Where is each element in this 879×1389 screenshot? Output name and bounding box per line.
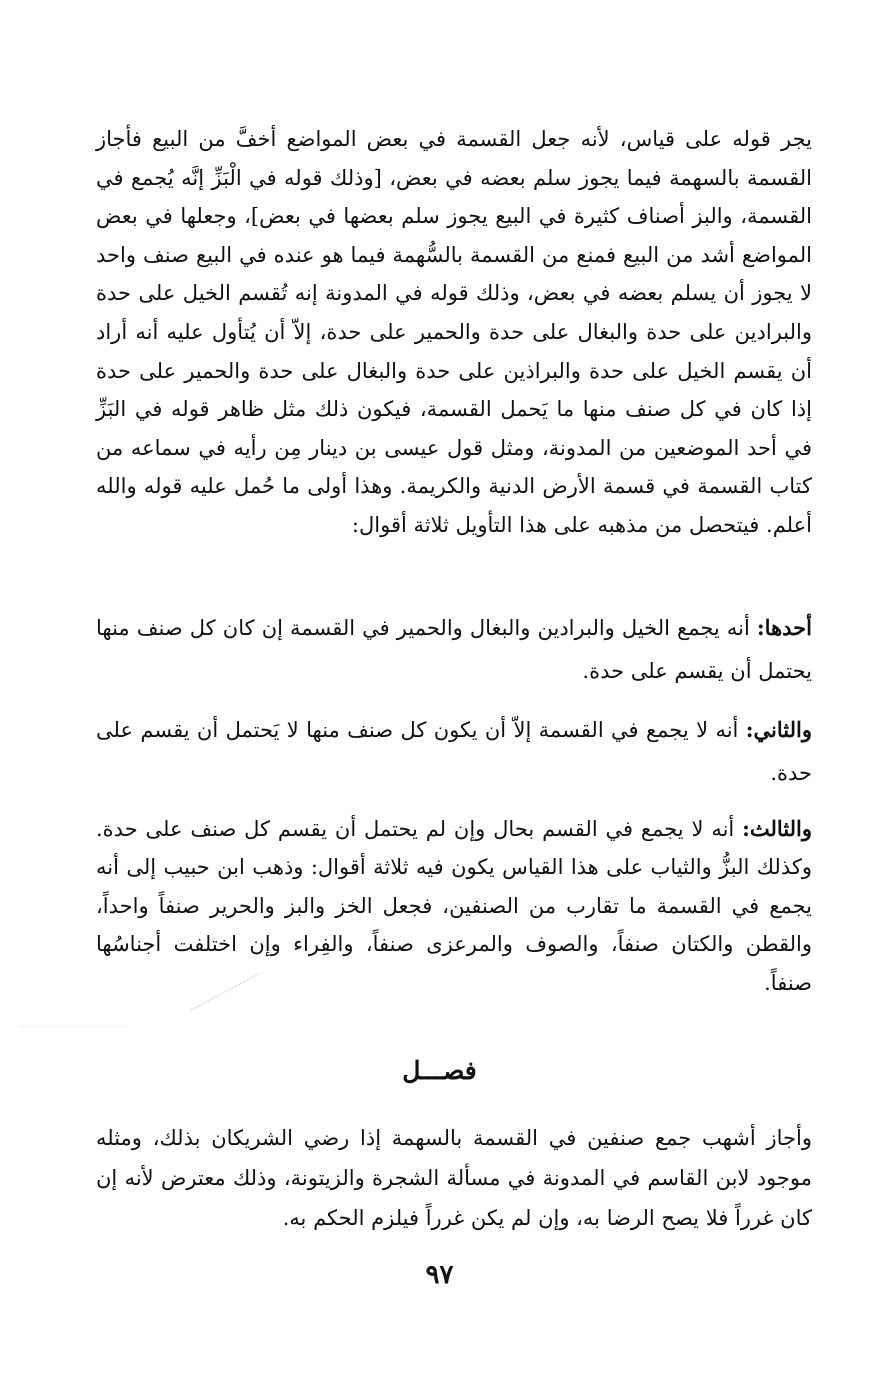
opinion-first bbox=[96, 606, 812, 693]
scan-artifact-dots bbox=[20, 1026, 130, 1027]
opinion-third bbox=[96, 810, 812, 1002]
opinion-second bbox=[96, 708, 812, 795]
opinion-third-text: أنه لا يجمع في القسم بحال وإن لم يحتمل أن يقسم كل صنف على حدة. وكذلك البزُّ والثياب على هذا القياس يكون فيه ثلاثة أقوال: وذهب ابن حبيب إلى أنه يجمع في القسمة ما تقارب من الصنفين، فجعل الخز والبز والحرير صنفاً واحداً، والقطن والكتان صنفاً، والصوف والمرعزى صنفاً، والفِراء وإن اختلفت أجناسُها صنفاً. bbox=[96, 817, 812, 995]
page-number: ٩٧ bbox=[425, 1260, 454, 1290]
intro-paragraph: يجر قوله على قياس، لأنه جعل القسمة في بعض المواضع أخفَّ من البيع فأجاز القسمة بالسهمة فيما يجوز سلم بعضه في بعض، [وذلك قوله في الْبَزِّ إنَّه يُجمع في القسمة، والبز أصناف كثيرة في البيع يجوز سلم بعضها في بعض]، وجعلها في بعض المواضع أشد من البيع فمنع من القسمة بالسُّهمة فيما هو عنده في البيع صنف واحد لا يجوز أن يسلم بعضه في بعض، وذلك قوله في المدونة إنه تُقسم الخيل على حدة والبرادين على حدة والبغال على حدة والحمير على حدة، إلاّ أن يُتأول عليه أنه أراد أن يقسم الخيل على حدة والبراذين على حدة والبغال على حدة والحمير على حدة إذا كان في كل صنف منها ما يَحمل القسمة، فيكون ذلك مثل ظاهر قوله في البَزِّ في أحد الموضعين من المدونة، ومثل قول عيسى بن دينار مِن رأيه في سماعه من كتاب القسمة في قسمة الأرض الدنية والكريمة. وهذا أولى ما حُمل عليه قوله والله أعلم. فيتحصل من مذهبه على هذا التأويل ثلاثة أقوال: bbox=[96, 127, 812, 537]
opinion-second-text: أنه لا يجمع في القسمة إلاّ أن يكون كل صنف منها لا يَحتمل أن يقسم على حدة. bbox=[96, 718, 812, 785]
opinion-first-text: أنه يجمع الخيل والبرادين والبغال والحمير في القسمة إن كان كل صنف منها يحتمل أن يقسم على حدة. bbox=[96, 616, 812, 683]
section-heading: فصـــل bbox=[402, 1056, 477, 1085]
opinion-second-label: والثاني: bbox=[745, 717, 812, 742]
opinion-third-label: والثالث: bbox=[742, 816, 812, 841]
final-paragraph: وأجاز أشهب جمع صنفين في القسمة بالسهمة إذا رضي الشريكان بذلك، ومثله موجود لابن القاسم في المدونة في مسألة الشجرة والزيتونة، وذلك معترض لأنه إن كان غرراً فلا يصح الرضا به، وإن لم يكن غرراً فيلزم الحكم به. bbox=[96, 1126, 812, 1230]
opinion-first-label: أحدها: bbox=[756, 615, 812, 640]
